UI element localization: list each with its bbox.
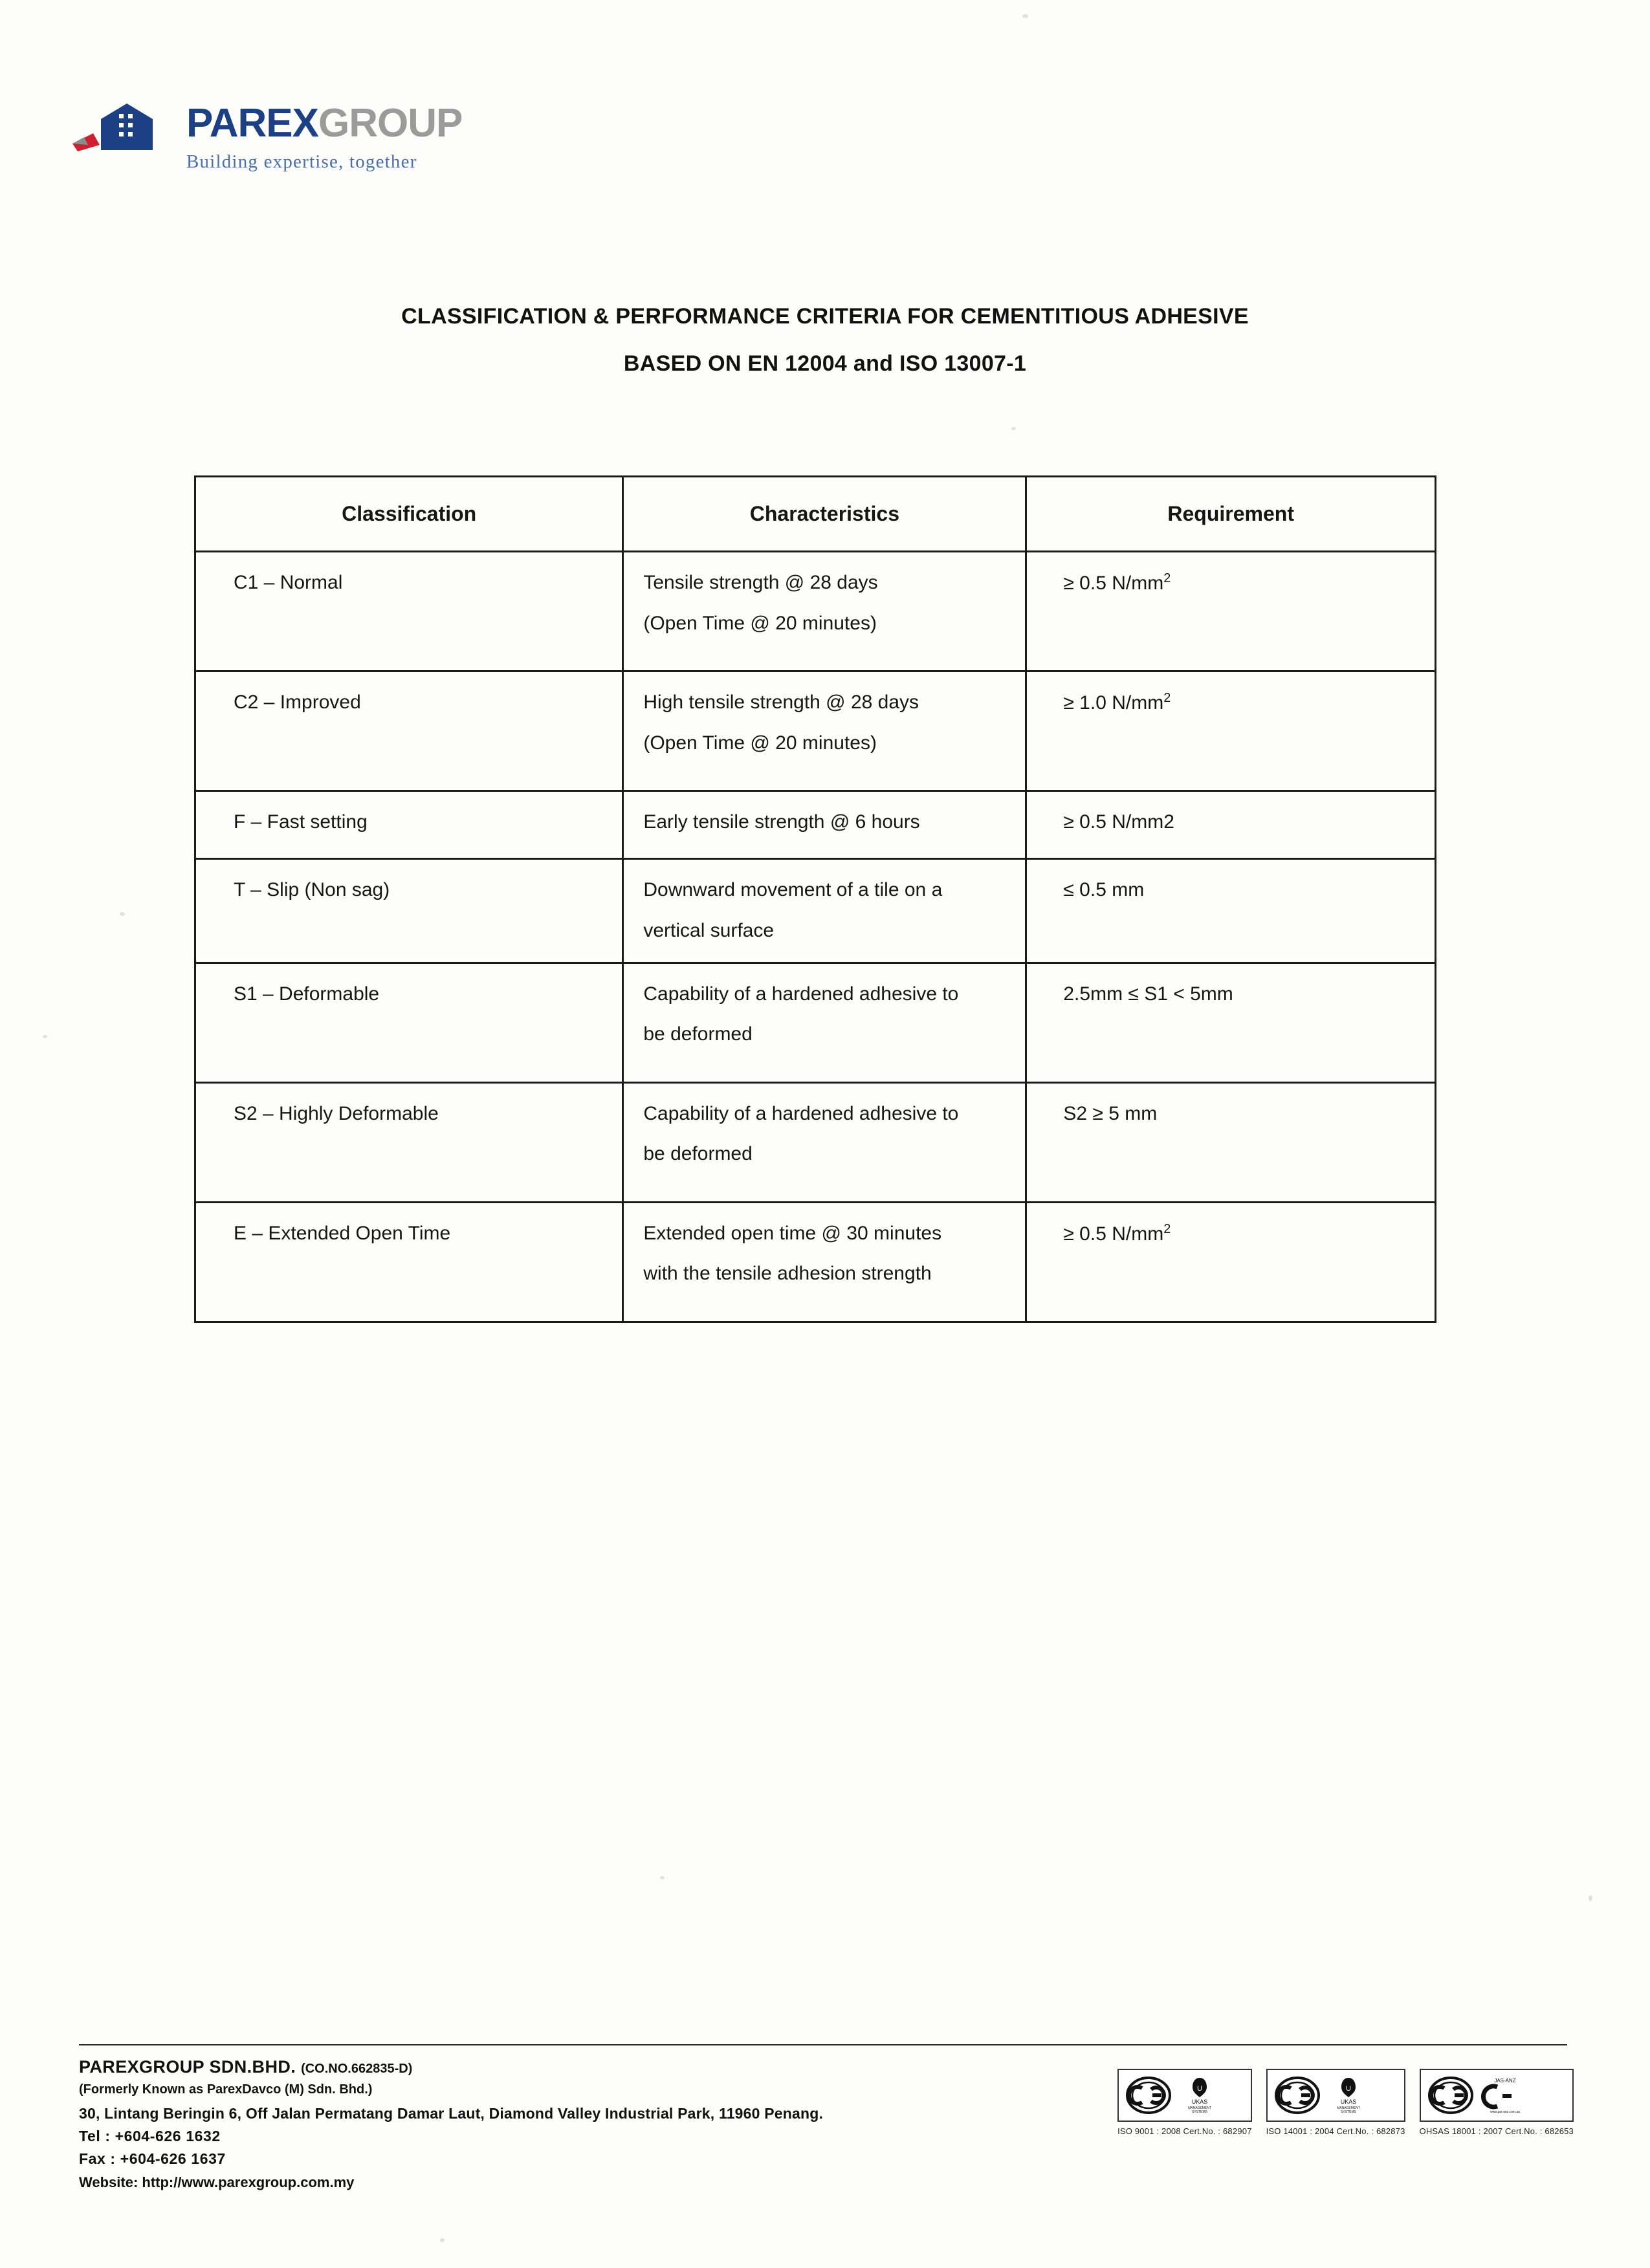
cell-classification bbox=[195, 859, 623, 963]
cell-classification bbox=[195, 963, 623, 1082]
svg-text:www.jas-anz.com.au: www.jas-anz.com.au bbox=[1490, 2110, 1520, 2114]
ukas-accreditation-icon bbox=[1178, 2075, 1221, 2115]
cell-requirement bbox=[1026, 963, 1436, 1082]
cell-characteristics bbox=[623, 1202, 1026, 1322]
classification-label: S2 – Highly Deformable bbox=[234, 1102, 439, 1124]
certification-iso14001 bbox=[1266, 2069, 1405, 2136]
cell-classification bbox=[195, 671, 623, 791]
logo-wordmark bbox=[186, 101, 463, 146]
certification-caption: OHSAS 18001 : 2007 Cert.No. : 682653 bbox=[1419, 2126, 1574, 2136]
characteristics-sub: (Open Time @ 20 minutes) bbox=[643, 613, 877, 635]
table-header-classification: Classification bbox=[195, 477, 623, 552]
cell-characteristics bbox=[623, 859, 1026, 963]
globallink-certification-icon bbox=[1274, 2075, 1321, 2115]
scan-speck bbox=[440, 2238, 445, 2242]
footer-divider bbox=[79, 2044, 1567, 2045]
scan-speck bbox=[660, 1876, 665, 1879]
footer-company-registration: (CO.NO.662835-D) bbox=[301, 2062, 413, 2076]
classification-label: C2 – Improved bbox=[234, 692, 361, 714]
globallink-certification-icon bbox=[1125, 2075, 1172, 2115]
table-row bbox=[195, 791, 1436, 859]
footer-telephone: Tel : +604-626 1632 bbox=[79, 2128, 221, 2144]
certification-logos bbox=[1117, 2057, 1574, 2136]
certification-caption: ISO 14001 : 2004 Cert.No. : 682873 bbox=[1266, 2126, 1405, 2136]
cell-characteristics bbox=[623, 552, 1026, 671]
characteristics-text bbox=[624, 860, 1025, 961]
cell-classification bbox=[195, 552, 623, 671]
svg-text:UKAS: UKAS bbox=[1191, 2099, 1208, 2105]
characteristics-main: Capability of a hardened adhesive to bbox=[643, 1102, 959, 1124]
characteristics-main: Capability of a hardened adhesive to bbox=[643, 983, 959, 1005]
table-row bbox=[195, 671, 1436, 791]
requirement-value: ≥ 0.5 N/mm2 bbox=[1063, 811, 1174, 833]
characteristics-sub: be deformed bbox=[643, 1023, 753, 1045]
characteristics-sub: (Open Time @ 20 minutes) bbox=[643, 732, 877, 754]
characteristics-text bbox=[624, 792, 1025, 853]
logo-wordmark-primary: PAREX bbox=[186, 101, 319, 146]
cell-characteristics bbox=[623, 791, 1026, 859]
certification-ohsas18001 bbox=[1420, 2069, 1574, 2136]
svg-text:SYSTEMS: SYSTEMS bbox=[1192, 2110, 1208, 2114]
classification-label: S1 – Deformable bbox=[234, 983, 380, 1005]
company-logo bbox=[71, 97, 462, 173]
requirement-superscript: 2 bbox=[1163, 571, 1171, 586]
requirement-value: 2.5mm ≤ S1 < 5mm bbox=[1063, 983, 1233, 1005]
svg-text:UKAS: UKAS bbox=[1340, 2099, 1356, 2105]
cell-requirement bbox=[1026, 671, 1436, 791]
requirement-value: ≥ 0.5 N/mm bbox=[1063, 1223, 1164, 1245]
characteristics-text bbox=[624, 1203, 1025, 1305]
certification-caption: ISO 9001 : 2008 Cert.No. : 682907 bbox=[1117, 2126, 1252, 2136]
characteristics-sub: vertical surface bbox=[643, 920, 775, 942]
logo-wordmark-secondary: GROUP bbox=[318, 101, 463, 146]
requirement-superscript: 2 bbox=[1163, 691, 1171, 706]
ukas-accreditation-icon bbox=[1327, 2075, 1370, 2115]
table-header-row bbox=[195, 477, 1436, 552]
svg-text:MANAGEMENT: MANAGEMENT bbox=[1188, 2106, 1211, 2110]
requirement-value: ≥ 1.0 N/mm bbox=[1063, 692, 1164, 714]
cell-requirement bbox=[1026, 791, 1436, 859]
footer-company-name: PAREXGROUP SDN.BHD. (CO.NO.662835-D) bbox=[79, 2057, 413, 2077]
characteristics-text bbox=[624, 672, 1025, 774]
requirement-text bbox=[1027, 552, 1435, 615]
scan-speck bbox=[1589, 1895, 1592, 1901]
classification-table-wrapper bbox=[194, 475, 1436, 1323]
page-title bbox=[0, 304, 1650, 376]
characteristics-text bbox=[624, 1084, 1025, 1185]
characteristics-text bbox=[624, 552, 1025, 654]
cell-requirement bbox=[1026, 1202, 1436, 1322]
cell-classification bbox=[195, 1202, 623, 1322]
classification-label: T – Slip (Non sag) bbox=[234, 879, 390, 901]
footer-address: 30, Lintang Beringin 6, Off Jalan Permatang Damar Laut, Diamond Valley Industrial Park, 11960 Penang. bbox=[79, 2105, 824, 2122]
table-row bbox=[195, 859, 1436, 963]
characteristics-main: Extended open time @ 30 minutes bbox=[643, 1222, 942, 1244]
footer-website[interactable]: Website: http://www.parexgroup.com.my bbox=[79, 2174, 355, 2190]
scan-speck bbox=[1022, 14, 1028, 18]
svg-text:MANAGEMENT: MANAGEMENT bbox=[1336, 2106, 1360, 2110]
page-title-line1: CLASSIFICATION & PERFORMANCE CRITERIA FOR CEMENTITIOUS ADHESIVE bbox=[401, 304, 1249, 329]
parexgroup-logo-icon bbox=[71, 97, 175, 168]
table-row bbox=[195, 552, 1436, 671]
characteristics-main: Tensile strength @ 28 days bbox=[643, 572, 878, 594]
scan-speck bbox=[1011, 427, 1016, 430]
cell-requirement bbox=[1026, 859, 1436, 963]
cell-requirement bbox=[1026, 1082, 1436, 1202]
characteristics-sub: with the tensile adhesion strength bbox=[643, 1263, 932, 1285]
requirement-value: ≤ 0.5 mm bbox=[1063, 879, 1145, 901]
certification-iso9001 bbox=[1117, 2069, 1252, 2136]
requirement-value: S2 ≥ 5 mm bbox=[1063, 1102, 1158, 1124]
footer-fax: Fax : +604-626 1637 bbox=[79, 2150, 226, 2167]
requirement-text bbox=[1027, 964, 1435, 1025]
globallink-certification-icon bbox=[1427, 2075, 1474, 2115]
footer-former-name: (Formerly Known as ParexDavco (M) Sdn. Bhd.) bbox=[79, 2082, 373, 2097]
requirement-value: ≥ 0.5 N/mm bbox=[1063, 572, 1164, 594]
classification-label: F – Fast setting bbox=[234, 811, 368, 833]
characteristics-main: High tensile strength @ 28 days bbox=[643, 692, 919, 714]
characteristics-sub: be deformed bbox=[643, 1143, 753, 1165]
requirement-text bbox=[1027, 1203, 1435, 1265]
classification-table bbox=[194, 475, 1436, 1323]
logo-tagline: Building expertise, together bbox=[186, 151, 417, 172]
svg-text:JAS-ANZ: JAS-ANZ bbox=[1493, 2078, 1516, 2084]
cell-characteristics bbox=[623, 1082, 1026, 1202]
svg-text:U: U bbox=[1345, 2085, 1351, 2093]
cell-characteristics bbox=[623, 963, 1026, 1082]
table-row bbox=[195, 1082, 1436, 1202]
scan-speck bbox=[43, 1035, 47, 1038]
cell-requirement bbox=[1026, 552, 1436, 671]
classification-label: E – Extended Open Time bbox=[234, 1222, 451, 1244]
scan-speck bbox=[120, 912, 125, 916]
characteristics-main: Downward movement of a tile on a bbox=[643, 879, 943, 901]
requirement-text bbox=[1027, 792, 1435, 853]
requirement-text bbox=[1027, 672, 1435, 734]
characteristics-text bbox=[624, 964, 1025, 1065]
table-row bbox=[195, 963, 1436, 1082]
requirement-text bbox=[1027, 1084, 1435, 1145]
table-header-requirement: Requirement bbox=[1026, 477, 1436, 552]
jas-anz-accreditation-icon bbox=[1480, 2075, 1530, 2115]
page-footer bbox=[79, 2044, 1574, 2191]
characteristics-main: Early tensile strength @ 6 hours bbox=[643, 811, 920, 833]
requirement-text bbox=[1027, 860, 1435, 921]
svg-text:SYSTEMS: SYSTEMS bbox=[1340, 2110, 1356, 2114]
svg-text:U: U bbox=[1197, 2085, 1203, 2093]
requirement-superscript: 2 bbox=[1163, 1221, 1171, 1236]
classification-label: C1 – Normal bbox=[234, 572, 343, 594]
cell-classification bbox=[195, 791, 623, 859]
table-row bbox=[195, 1202, 1436, 1322]
cell-characteristics bbox=[623, 671, 1026, 791]
footer-company-details bbox=[79, 2057, 823, 2191]
cell-classification bbox=[195, 1082, 623, 1202]
page-title-line2: BASED ON EN 12004 and ISO 13007-1 bbox=[623, 351, 1027, 376]
table-header-characteristics: Characteristics bbox=[623, 477, 1026, 552]
